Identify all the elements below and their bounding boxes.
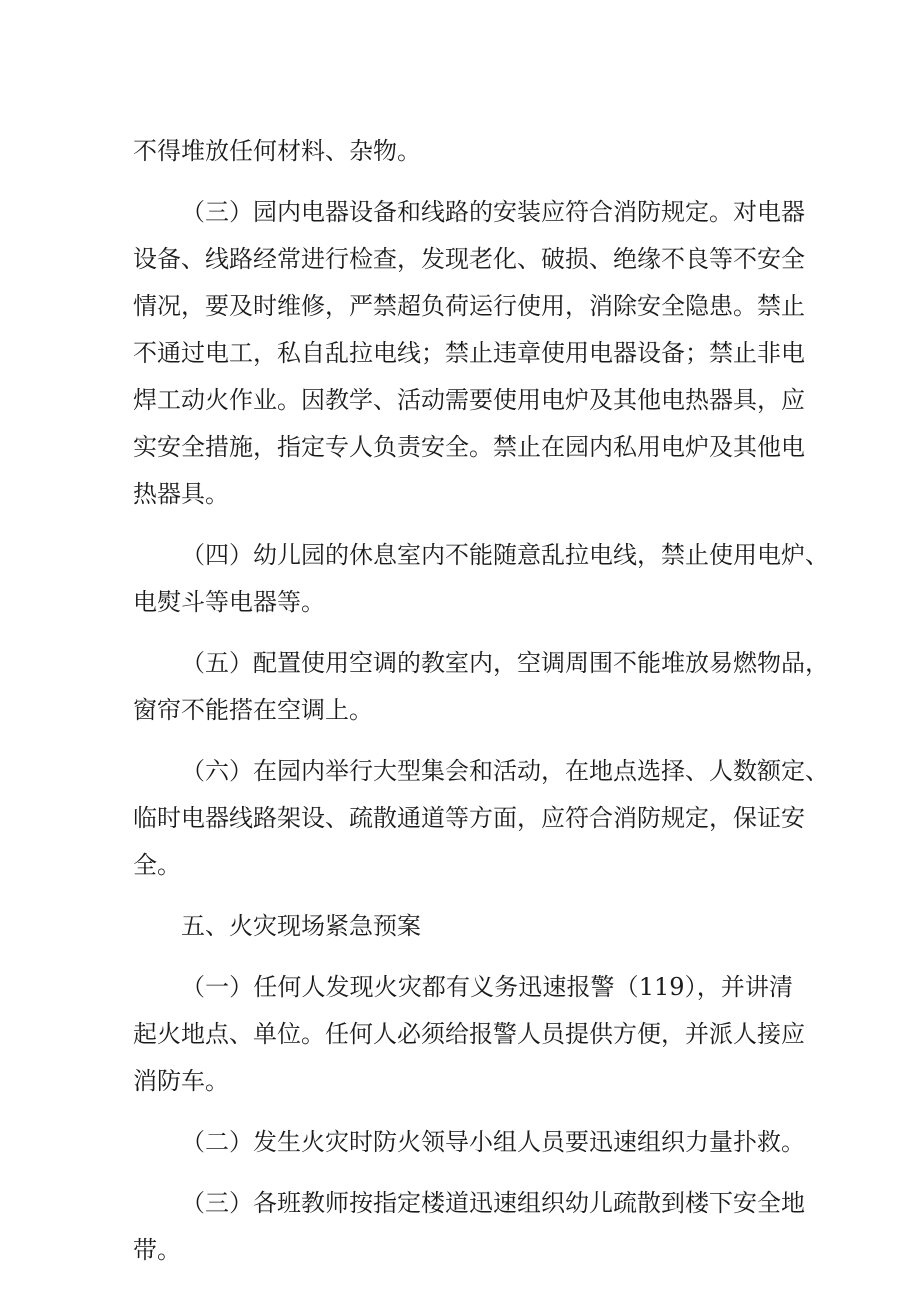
text-line: 全。 <box>133 851 181 879</box>
paragraph-heading-2: （二）发生火灾时防火领导小组人员要迅速组织力量扑救。 <box>181 1128 805 1156</box>
text-line: 情况，要及时维修，严禁超负荷运行使用，消除安全隐患。禁止 <box>133 292 805 320</box>
section-heading: 五、火灾现场紧急预案 <box>181 912 421 940</box>
text-line: 实安全措施，指定专人负责安全。禁止在园内私用电炉及其他电 <box>133 433 805 461</box>
paragraph-heading-3: （三）园内电器设备和线路的安装应符合消防规定。对电器 <box>181 198 805 226</box>
text-line: 带。 <box>133 1236 181 1264</box>
text-line: 不通过电工，私自乱拉电线；禁止违章使用电器设备；禁止非电 <box>133 339 805 367</box>
text-line: 窗帘不能搭在空调上。 <box>133 696 373 724</box>
document-body <box>133 128 829 1274</box>
paragraph-heading-5: （五）配置使用空调的教室内，空调周围不能堆放易燃物品， <box>181 649 829 677</box>
text-line: 不得堆放任何材料、杂物。 <box>133 137 421 165</box>
text-line: 热器具。 <box>133 480 229 508</box>
text-line: 消防车。 <box>133 1067 229 1095</box>
text-line: 焊工动火作业。因教学、活动需要使用电炉及其他电热器具，应 <box>133 386 805 414</box>
text-line: 临时电器线路架设、疏散通道等方面，应符合消防规定，保证安 <box>133 804 805 832</box>
text-line: 起火地点、单位。任何人必须给报警人员提供方便，并派人接应 <box>133 1020 805 1048</box>
text-line: 电熨斗等电器等。 <box>133 588 325 616</box>
paragraph-heading-6: （六）在园内举行大型集会和活动，在地点选择、人数额定、 <box>181 757 829 785</box>
paragraph-heading-3b: （三）各班教师按指定楼道迅速组织幼儿疏散到楼下安全地 <box>181 1189 805 1217</box>
text-line: 设备、线路经常进行检查，发现老化、破损、绝缘不良等不安全 <box>133 245 805 273</box>
paragraph-heading-4: （四）幼儿园的休息室内不能随意乱拉电线，禁止使用电炉、 <box>181 541 829 569</box>
paragraph-heading-1: （一）任何人发现火灾都有义务迅速报警（119），并讲清 <box>181 973 793 1001</box>
